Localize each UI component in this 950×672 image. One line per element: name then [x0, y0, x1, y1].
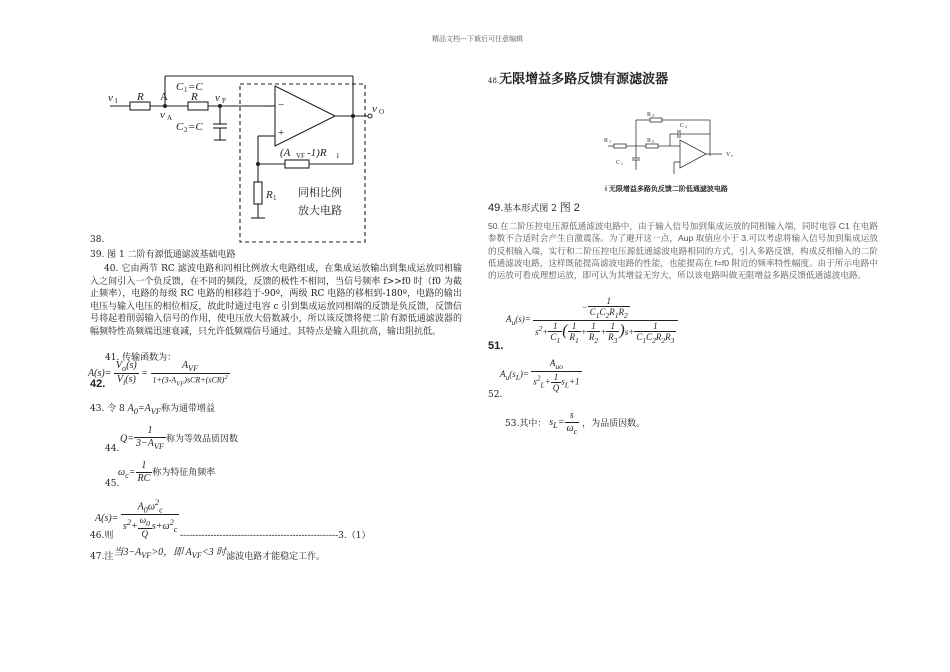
eq46-tail: ----------------------------------------------------3.（1） — [180, 531, 371, 541]
label-box-line1: 同相比例 — [298, 186, 342, 199]
item-41: 41. 传输函数为： — [105, 353, 177, 363]
item-48: 48. — [488, 77, 500, 85]
equation-46 — [95, 498, 179, 539]
eq51-s2-sup: 2 — [538, 323, 543, 333]
eq52-den-a-sub: L — [540, 380, 545, 390]
fig2-vo-sub: o — [731, 153, 733, 158]
fig2-c2-sub: 2 — [685, 124, 687, 129]
eq52-den-fn: 1 — [551, 372, 562, 383]
eq45-den: RC — [137, 473, 151, 484]
eq45-eq: = — [128, 467, 136, 478]
eq51-top-den-c2: C — [599, 307, 606, 317]
label-vi-sub: I — [115, 97, 118, 105]
eq42-den1: V — [116, 374, 123, 386]
eq45-num: 1 — [136, 460, 153, 473]
fig2-r2-sub: 2 — [652, 113, 654, 118]
item-42: 42. — [90, 378, 106, 390]
eq53-label: ，为品质因数。 — [582, 419, 646, 429]
fig2-r1-sub: 1 — [609, 139, 611, 144]
label-node-a: A — [160, 91, 168, 103]
eq42-den2-sub: VF — [176, 380, 185, 388]
equation-42 — [88, 360, 230, 387]
eq51-top-den-r1: R — [609, 307, 615, 317]
eq42-den2-rest: )sCR+(sCR) — [184, 375, 225, 385]
eq46-den-c-sub: c — [173, 525, 178, 535]
eq47-b: >0，即 A — [151, 547, 192, 558]
eq42-num2-sub: VF — [188, 364, 199, 373]
item-44: 44. — [105, 444, 120, 454]
eq51-last-den-r2s: 2 — [661, 335, 666, 345]
eq51-f1-den-sub: 1 — [556, 335, 561, 345]
label-r-first: R — [137, 91, 144, 103]
eq51-last-den-r2: R — [655, 331, 662, 342]
eq42-num1-rest: (s) — [126, 360, 137, 372]
eq53-den: ω — [566, 423, 574, 434]
eq52-den-d: +1 — [568, 376, 580, 387]
eq46-den-b: + — [131, 521, 138, 533]
label-va: v — [160, 109, 165, 121]
eq52-den-c-sub: L — [564, 380, 569, 390]
eq51-s2: s — [535, 326, 539, 337]
item-49-number: 49. — [488, 202, 504, 214]
eq51-last-den: C — [636, 331, 643, 342]
eq51-last-den-r3: R — [665, 331, 671, 342]
eq44-den: 3−A — [135, 438, 154, 449]
label-box-line2: 放大电路 — [298, 204, 342, 217]
eq45-label: 称为特征角频率 — [152, 468, 216, 478]
equation-47 — [90, 547, 326, 566]
eq51-top-minus: − — [581, 301, 588, 312]
label-r1-sub: 1 — [273, 194, 277, 202]
item-38: 38. — [90, 235, 105, 245]
eq51-top-den: C — [589, 307, 596, 317]
eq51-a: 1 — [568, 321, 581, 332]
eq44-lhs: Q= — [120, 433, 134, 445]
label-c2-sub: 2 — [184, 126, 188, 134]
eq51-a-den: R — [569, 331, 576, 342]
eq42-num2: A — [181, 360, 189, 371]
paragraph-50: 50.在二阶压控电压源低通滤波电路中，由于输入信号加到集成运放的同相输入端，同时电容 C1 在电路参数不合适时会产生自激震荡。为了避开这一点，Aup 取值应小于 3.可以考虑将输入信号加到集成运放的反相输入端，实行和二阶压控电压源低通滤波电路相同的方式，引入多路反馈，构成反相输入的二阶低通滤波电路，这样既能提高滤波电路的性能，也能提高在 f=f0 附近的频率特性幅度。由于所示电路中的运放可看成理想运放，即可认为其增益无穷大，所以该电路叫做无限增益多路反馈低通滤波电路。 — [488, 221, 878, 281]
label-c1-eq: =C — [188, 81, 203, 93]
eq51-top-den-r1s: 1 — [614, 310, 619, 320]
eq51-top-den-1: 1 — [595, 310, 600, 320]
eq52-lhs-rest: (s — [509, 369, 516, 379]
fig2-vo: V — [726, 152, 731, 158]
label-feedback-rest: -1)R — [307, 147, 327, 159]
eq44-label: 称为等效品质因数 — [166, 434, 239, 445]
eq52-lhs-end: )= — [519, 369, 529, 379]
item-46: 46.则 — [90, 531, 114, 541]
eq53-eq: = — [557, 416, 565, 428]
item-49-text: 基本形式图 2 — [503, 204, 560, 214]
fig2-c1: C — [616, 160, 621, 166]
label-c1-sub: 1 — [184, 86, 188, 94]
eq46-num-sub2: c — [159, 505, 163, 515]
eq52-num: A — [549, 358, 556, 368]
eq52-den-a: s — [533, 376, 537, 387]
eq52-lhs: A — [500, 369, 506, 379]
item-53: 53.其中： — [505, 419, 547, 429]
figure-1-circuit — [100, 74, 390, 246]
label-feedback: (A — [280, 147, 291, 159]
equation-51: $A_u(s)=$ − $\frac{1}{C_1C_2R_1R_2}$ $s^2+$ $\frac{1}{C_1}$ ( $\frac{1}{R_1}$ + $\frac{1}{R_2}$ + $\frac{1}{R_3}$ )s+ $\frac{1}{C_1C_2R_2R_3}$ — [506, 296, 678, 345]
eq51-c-den: R — [608, 331, 614, 342]
fig2-r3-sub: 3 — [652, 139, 654, 144]
item-49 — [488, 196, 580, 215]
eq51-lhs: A — [506, 313, 512, 324]
eq46-num-rest: ω — [147, 501, 155, 513]
eq42-den1-rest: (s) — [125, 374, 136, 386]
label-c1: C — [176, 81, 184, 93]
eq43-rest-sub: VF — [150, 407, 161, 416]
fig2-r3: R — [647, 138, 652, 144]
eq52-den-c: s — [561, 376, 565, 387]
eq46-den-a: s — [122, 521, 127, 533]
label-feedback-sub2: 1 — [336, 152, 340, 160]
eq51-lhs-sub: u — [511, 317, 516, 327]
eq46-num: A — [137, 501, 144, 513]
eq52-den-fd: Q — [552, 382, 560, 393]
eq47-c: <3 时 — [201, 547, 227, 558]
eq51-a-sub: 1 — [575, 335, 579, 345]
eq42-den2-sup: 2 — [224, 374, 228, 381]
item-51: 51. — [488, 340, 504, 352]
eq44-den-sub: VF — [153, 442, 165, 451]
eq46-den-frac-num-sub: 0 — [146, 519, 150, 529]
fig2-c2: C — [680, 123, 685, 129]
eq47-a: 当3−A — [113, 547, 142, 558]
item-43: 43. 令 8 — [90, 404, 128, 414]
label-opamp-plus: + — [278, 127, 285, 139]
item-47: 47.注 — [90, 552, 114, 562]
eq43-label: 称为通带增益 — [160, 404, 215, 414]
label-vo-sub: O — [379, 108, 385, 116]
eq51-last-num: 1 — [634, 321, 676, 332]
label-c2: C — [176, 121, 184, 133]
eq46-num-sup: 2 — [154, 498, 160, 507]
fig2-r1: R — [604, 138, 609, 144]
item-49-figref: 图 2 — [559, 202, 580, 214]
eq42-lhs: A(s)= — [88, 367, 112, 379]
eq45-lhs-sub: c — [125, 471, 129, 480]
label-vi: v — [108, 92, 113, 104]
eq46-den-frac-num: ω — [139, 515, 147, 526]
eq47-b-sub: VF — [191, 551, 202, 560]
eq51-f1-den: C — [550, 331, 557, 342]
eq51-top-den-2: 2 — [605, 310, 610, 320]
eq44-num: 1 — [134, 425, 166, 438]
eq51-last-den-1: 1 — [642, 335, 647, 345]
eq53-lhs-sub: L — [553, 420, 558, 430]
fig2-c1-sub: 1 — [621, 161, 623, 166]
eq43-lhs: A — [127, 403, 134, 414]
eq46-den-a-sup: 2 — [126, 518, 131, 528]
eq52-num-sub: uo — [555, 361, 563, 371]
eq51-top-den-r2s: 2 — [624, 310, 628, 320]
eq47-a-sub: VF — [141, 551, 152, 560]
eq42-num1-sub: o — [122, 364, 127, 374]
eq52-lhs-sub2: L — [515, 372, 520, 382]
label-va-sub: A — [167, 114, 173, 122]
figure-1-caption: 39. 图 1 二阶有源低通滤波基础电路 — [90, 250, 236, 260]
eq46-lhs: A(s)= — [95, 512, 119, 524]
item-52: 52. — [488, 390, 503, 400]
figure-2-caption: i 无限增益多路负反馈二阶低通滤波电路 — [605, 186, 728, 193]
equation-45 — [118, 460, 215, 485]
label-r-second: R — [191, 91, 198, 103]
eq42-den1-sub: i — [122, 378, 126, 388]
eq51-c-sub: 3 — [613, 335, 618, 345]
eq52-den-a-sup: 2 — [536, 373, 541, 383]
eq51-s-plus: s+ — [624, 326, 635, 337]
eq52-den-b: + — [544, 376, 551, 387]
section-title: 无限增益多路反馈有源滤波器 — [499, 71, 669, 86]
item-45: 45. — [105, 479, 120, 489]
eq46-den-c: s+ω — [151, 521, 170, 533]
eq47-label: 滤波电路才能稳定工作。 — [226, 552, 326, 562]
eq51-lhs-rest: (s)= — [515, 313, 531, 324]
eq43-rest: =A — [137, 403, 151, 414]
label-vp-sub: P — [222, 97, 226, 105]
label-feedback-sub: VF — [296, 152, 305, 160]
eq42-den2: 1+(3-A — [152, 375, 177, 385]
eq51-last-den-r3s: 3 — [670, 335, 675, 345]
label-c2-eq: =C — [188, 121, 203, 133]
eq53-num: s — [565, 410, 580, 423]
section-48-heading — [488, 68, 668, 87]
eq51-f1-num: 1 — [548, 321, 562, 332]
eq53-lhs: s — [549, 416, 554, 428]
equation-52 — [500, 358, 582, 393]
eq51-b-sub: 2 — [594, 335, 599, 345]
eq46-den-frac-den: Q — [141, 529, 149, 540]
eq51-last-den-2: 2 — [652, 335, 656, 345]
eq51-top-one: 1 — [588, 296, 630, 307]
eq42-eq: = — [141, 367, 149, 379]
eq51-b: 1 — [587, 321, 600, 332]
eq53-den-sub: c — [573, 427, 578, 436]
eq52-lhs-sub: u — [505, 372, 510, 382]
label-vp: v — [215, 92, 220, 104]
fig2-r2: R — [647, 112, 652, 118]
equation-43 — [90, 403, 215, 418]
equation-44 — [120, 425, 238, 453]
paragraph-40: 40. 它由两节 RC 滤波电路和同相比例放大电路组成，在集成运放输出到集成运放同相输入之间引入一个负反馈，在不同的频段，反馈的极性不相同，当信号频率 f>>f0 时（f0 为截止频率），电路的每级 RC 电路的相移趋于-90º，两级 RC 电路的移相到-180º，电路的输出电压与输入电压的相位相反，故此时通过电容 c 引到集成运放同相端的反馈是负反馈，反馈信号将起着削弱输入信号的作用，使电压放大倍数减小，所以该反馈将使二阶有源低通滤波器的幅频特性高频端迅速衰减，只允许低频端信号通过。其特点是输入阻抗高，输出阻抗低。 — [90, 264, 462, 337]
eq51-top-den-r2: R — [618, 307, 625, 317]
eq43-lhs-sub: 0 — [133, 407, 138, 416]
eq51-last-den-c2: C — [646, 331, 653, 342]
eq51-c: 1 — [606, 321, 619, 332]
eq46-num-sub: 0 — [143, 505, 148, 515]
page-header: 精品文档---下载后可任意编辑 — [432, 36, 523, 43]
equation-53 — [505, 410, 645, 438]
label-vo: v — [372, 103, 377, 115]
label-r1: R — [266, 189, 273, 201]
eq51-b-den: R — [588, 331, 595, 342]
figure-2-circuit — [600, 112, 750, 184]
label-opamp-minus: − — [278, 99, 285, 111]
eq42-num1: V — [115, 360, 123, 372]
eq46-den-c-sup: 2 — [169, 518, 174, 528]
eq45-lhs: ω — [118, 467, 126, 478]
eq51-plus: + — [542, 326, 549, 337]
